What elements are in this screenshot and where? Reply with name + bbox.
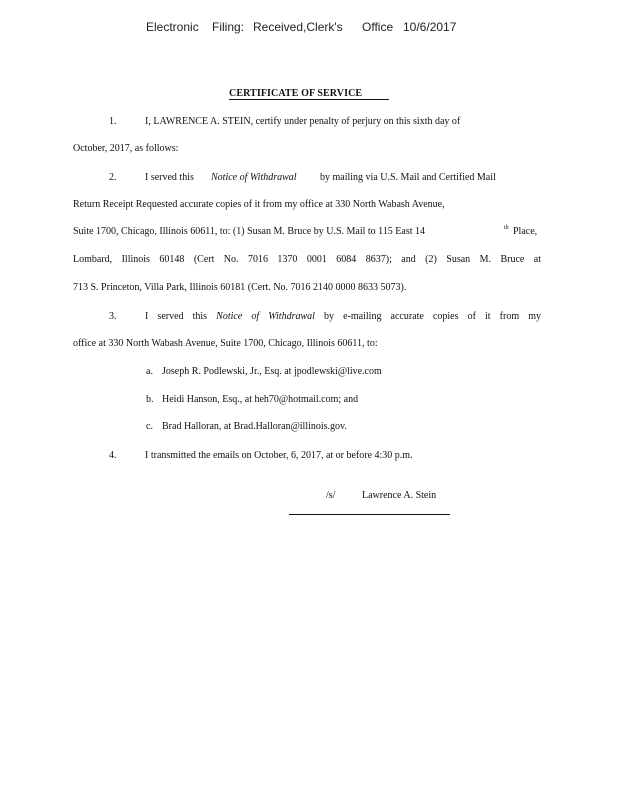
signature-mark: /s/	[326, 490, 336, 501]
paragraph-text: Suite 1700, Chicago, Illinois 60611, to: (1) Susan M. Bruce by U.S. Mail to 115 East 14	[73, 226, 426, 237]
list-item-text: Heidi Hanson, Esq., at heh70@hotmail.com; and	[162, 394, 359, 405]
filing-stamp-part: Filing:	[212, 20, 245, 34]
paragraph-text: October, 2017, as follows:	[73, 143, 179, 154]
paragraph-number: 2.	[109, 172, 117, 183]
document-title: CERTIFICATE OF SERVICE	[229, 88, 363, 99]
list-item-text: Brad Halloran, at Brad.Halloran@illinois.gov.	[162, 421, 347, 432]
paragraph-text: Lombard, Illinois 60148 (Cert No. 7016 1370 0001 6084 8637); and (2) Susan M. Bruce at	[73, 254, 541, 265]
paragraph-text: I transmitted the emails on October, 6, 2017, at or before 4:30 p.m.	[145, 450, 413, 461]
paragraph-text: Place,	[513, 226, 538, 237]
signature-line	[289, 514, 450, 515]
ordinal-superscript: th	[504, 225, 509, 231]
list-item-letter: a.	[146, 366, 153, 377]
paragraph-text: I, LAWRENCE A. STEIN, certify under penalty of perjury on this sixth day of	[145, 116, 461, 127]
list-item-text: Joseph R. Podlewski, Jr., Esq. at jpodlewski@live.com	[162, 366, 382, 377]
paragraph-number: 3.	[109, 311, 117, 322]
paragraph-text: Return Receipt Requested accurate copies of it from my office at 330 North Wabash Avenue,	[73, 199, 445, 210]
paragraph-text-line: I served this Notice of Withdrawal by e-mailing accurate copies of it from my	[145, 311, 541, 322]
document-name-italic: Notice of Withdrawal	[211, 172, 297, 183]
paragraph-number: 1.	[109, 116, 117, 127]
paragraph-text: 713 S. Princeton, Villa Park, Illinois 60181 (Cert. No. 7016 2140 0000 8633 5073).	[73, 282, 407, 293]
signature-name: Lawrence A. Stein	[362, 490, 437, 501]
paragraph-text: office at 330 North Wabash Avenue, Suite 1700, Chicago, Illinois 60611, to:	[73, 338, 378, 349]
list-item-letter: b.	[146, 394, 154, 405]
paragraph-number: 4.	[109, 450, 117, 461]
list-item-letter: c.	[146, 421, 153, 432]
paragraph-text: by mailing via U.S. Mail and Certified Mail	[320, 172, 496, 183]
paragraph-text	[145, 311, 541, 322]
paragraph-text: I served this	[145, 172, 194, 183]
filing-stamp-part: Electronic	[146, 20, 199, 34]
title-underline	[229, 99, 389, 100]
filing-stamp-part: Office	[362, 20, 394, 34]
filing-stamp-part: Received,Clerk's	[253, 20, 343, 34]
filing-stamp-part: 10/6/2017	[403, 20, 457, 34]
